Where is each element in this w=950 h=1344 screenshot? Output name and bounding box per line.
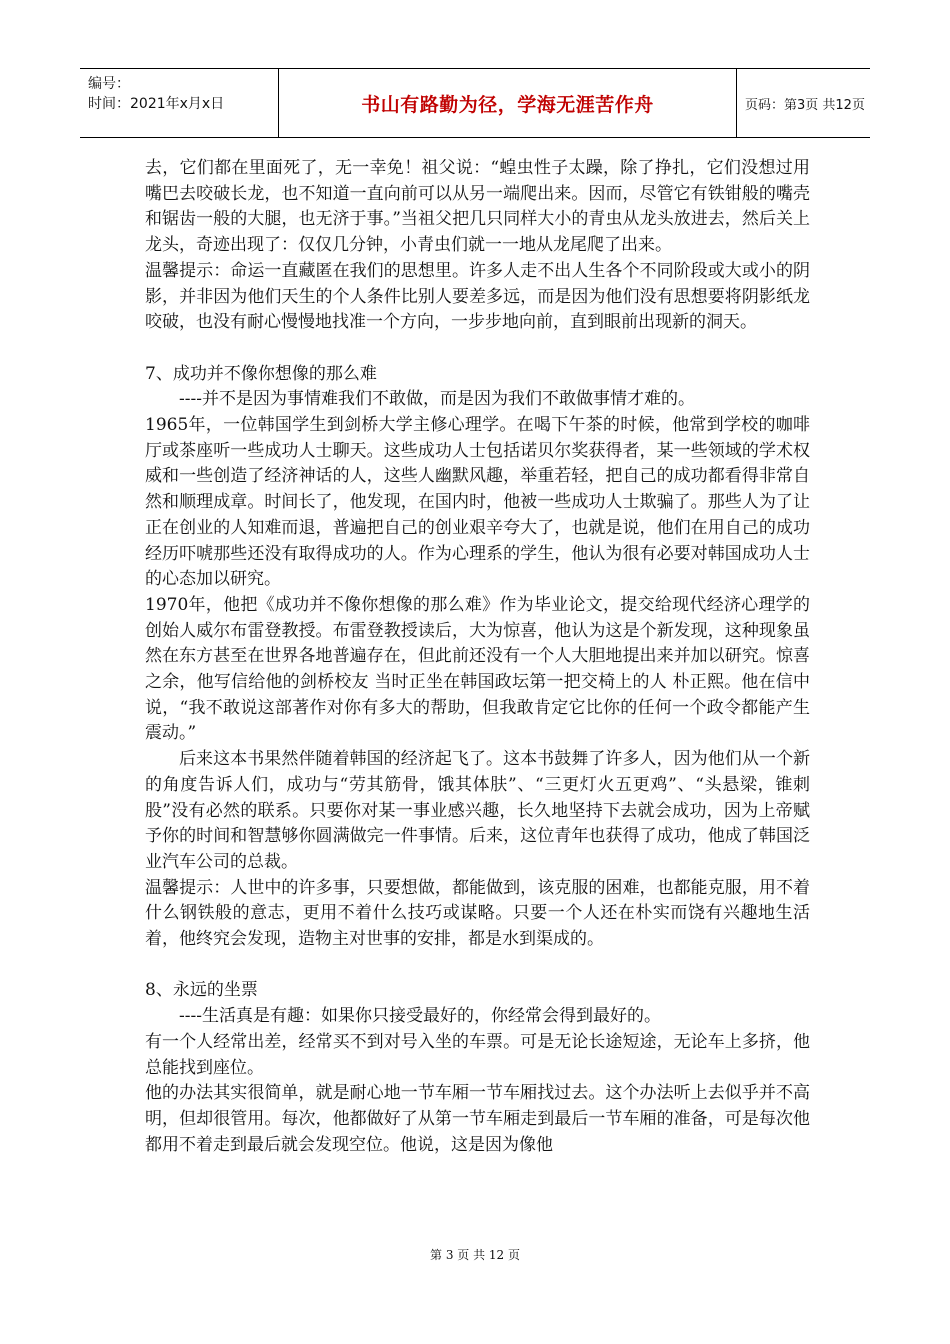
header-meta-cell <box>80 69 279 137</box>
body-paragraph: ----并不是因为事情难我们不敢做，而是因为我们不敢做事情才难的。 <box>179 389 695 410</box>
body-paragraph: 温馨提示：命运一直藏匿在我们的思想里。许多人走不出人生各个不同阶段或大或小的阴影，并非因为他们天生的个人条件比别人要差多远，而是因为他们没有思想要将阴影纸龙咬破，也没有耐心慢慢地找准一个方向，一步步地向前，直到眼前出现新的洞天。 <box>145 260 810 333</box>
body-paragraph: 有一个人经常出差，经常买不到对号入坐的车票。可是无论长途短途，无论车上多挤，他总能找到座位。 <box>145 1031 810 1078</box>
page-header <box>80 68 870 138</box>
body-paragraph: 1965年，一位韩国学生到剑桥大学主修心理学。在喝下午茶的时候，他常到学校的咖啡厅或茶座听一些成功人士聊天。这些成功人士包括诺贝尔奖获得者，某一些领域的学术权威和一些创造了经济神话的人，这些人幽默风趣，举重若轻，把自己的成功都看得非常自然和顺理成章。时间长了，他发现，在国内时，他被一些成功人士欺骗了。那些人为了让正在创业的人知难而退，普遍把自己的创业艰辛夸大了，也就是说，他们在用自己的成功经历吓唬那些还没有取得成功的人。作为心理系的学生，他认为很有必要对韩国成功人士的心态加以研究。 <box>145 415 810 590</box>
header-motto-cell <box>279 69 737 137</box>
paragraph-spacer <box>145 953 810 979</box>
paragraph-spacer <box>145 336 810 362</box>
header-motto: 书山有路勤为径，学海无涯苦作舟 <box>361 93 654 116</box>
header-page-info: 页码：第3页 共12页 <box>745 97 865 113</box>
body-paragraph: 温馨提示：人世中的许多事，只要想做，都能做到，该克服的困难，也都能克服，用不着什么钢铁般的意志，更用不着什么技巧或谋略。只要一个人还在朴实而饶有兴趣地生活着，他终究会发现，造物主对世事的安排，都是水到渠成的。 <box>145 877 810 950</box>
header-page-cell <box>737 69 870 137</box>
body-paragraph: 后来这本书果然伴随着韩国的经济起飞了。这本书鼓舞了许多人，因为他们从一个新的角度告诉人们，成功与“劳其筋骨，饿其体肤”、“三更灯火五更鸡”、“头悬梁，锥刺股”没有必然的联系。只要你对某一事业感兴趣，长久地坚持下去就会成功，因为上帝赋予你的时间和智慧够你圆满做完一件事情。后来，这位青年也获得了成功，他成了韩国泛业汽车公司的总裁。 <box>145 749 810 872</box>
body-paragraph: 7、成功并不像你想像的那么难 <box>145 363 377 384</box>
body-paragraph: 去，它们都在里面死了，无一幸免！祖父说：“蝗虫性子太躁，除了挣扎，它们没想过用嘴巴去咬破长龙，也不知道一直向前可以从另一端爬出来。因而，尽管它有铁钳般的嘴壳和锯齿一般的大腿，也无济于事。”当祖父把几只同样大小的青虫从龙头放进去，然后关上龙头，奇迹出现了：仅仅几分钟，小青虫们就一一地从龙尾爬了出来。 <box>145 158 810 256</box>
document-number-label: 编号： <box>88 76 130 92</box>
body-paragraph: ----生活真是有趣：如果你只接受最好的，你经常会得到最好的。 <box>179 1006 661 1027</box>
document-date-label: 时间：2021年x月x日 <box>88 96 225 112</box>
page-footer: 第 3 页 共 12 页 <box>430 1248 520 1262</box>
body-paragraph: 8、永远的坐票 <box>145 980 258 1001</box>
body-paragraph: 1970年，他把《成功并不像你想像的那么难》作为毕业论文，提交给现代经济心理学的创始人威尔布雷登教授。布雷登教授读后，大为惊喜，他认为这是个新发现，这种现象虽然在东方甚至在世界各地普遍存在，但此前还没有一个人大胆地提出来并加以研究。惊喜之余，他写信给他的剑桥校友 当时正坐在韩国政坛第一把交椅上的人 朴正熙。他在信中说，“我不敢说这部著作对你有多大的帮助，但我敢肯定它比你的任何一个政令都能产生震动。” <box>145 594 810 744</box>
body-paragraph: 他的办法其实很简单，就是耐心地一节车厢一节车厢找过去。这个办法听上去似乎并不高明，但却很管用。每次，他都做好了从第一节车厢走到最后一节车厢的准备，可是每次他都用不着走到最后就会发现空位。他说，这是因为像他 <box>145 1083 810 1155</box>
document-body <box>145 156 810 1158</box>
